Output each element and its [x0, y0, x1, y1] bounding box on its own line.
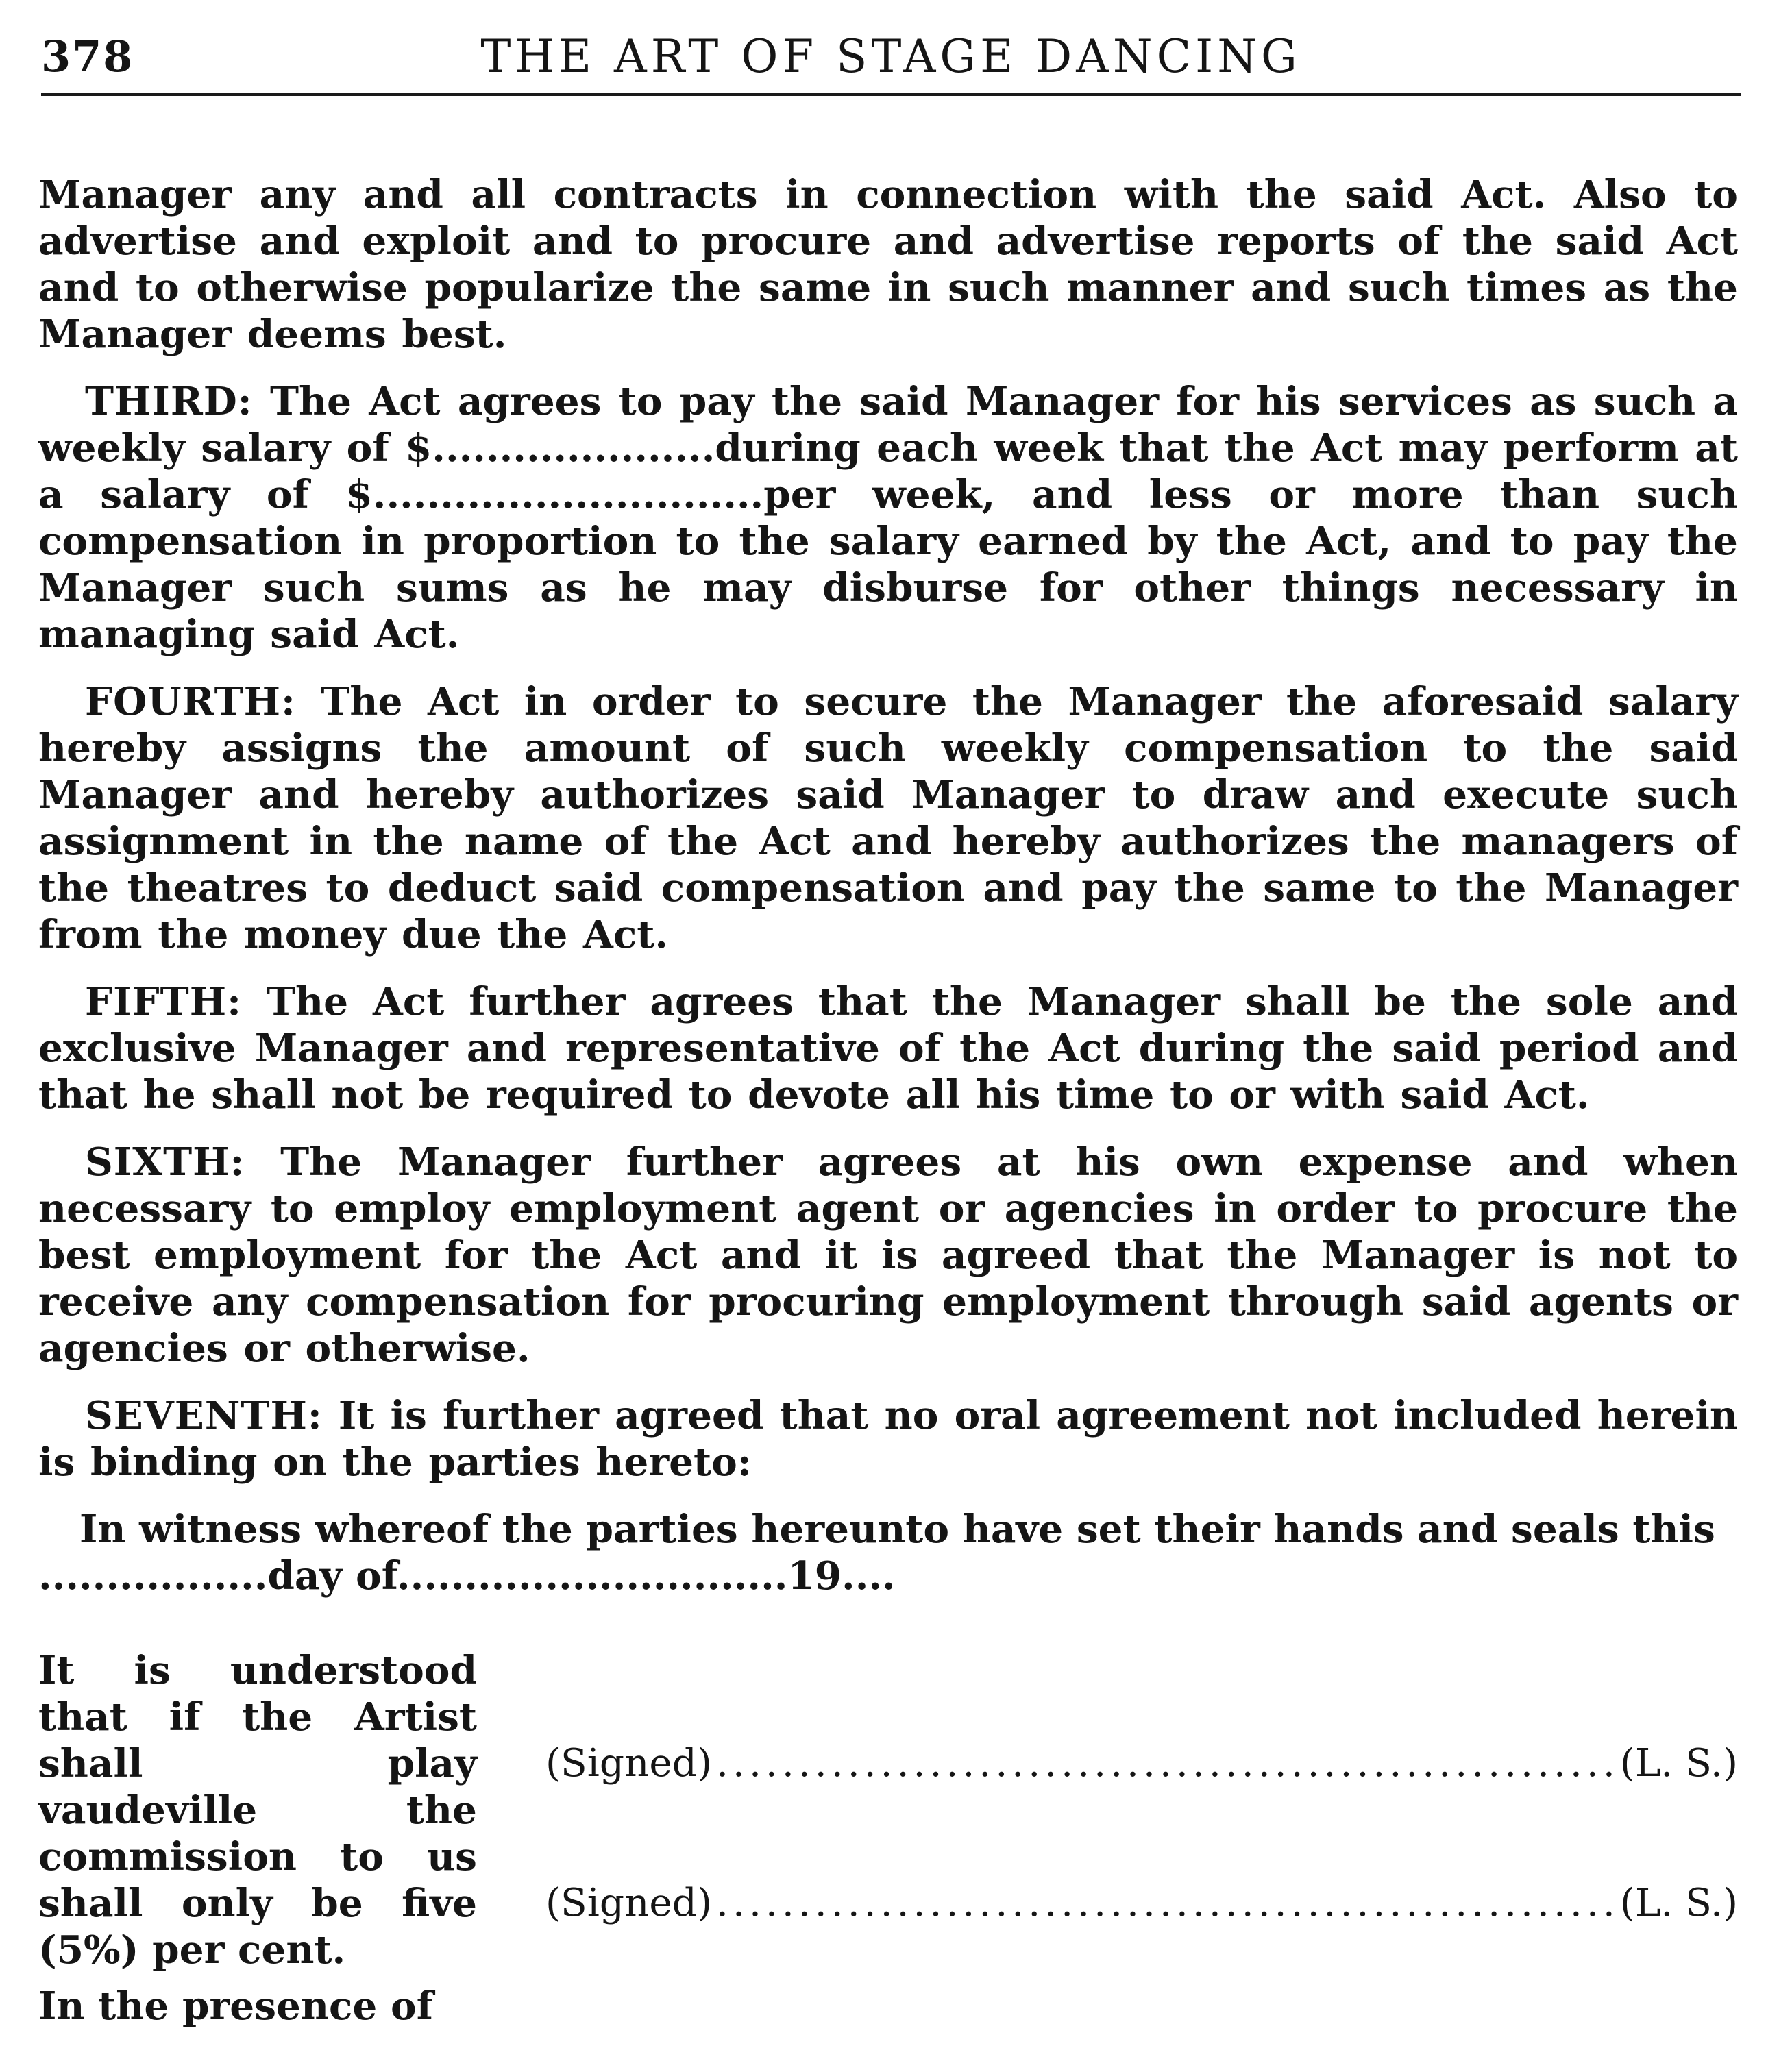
contract-body [38, 171, 1738, 2031]
clause-text: The Act in order to secure the Manager the aforesaid salary hereby assigns the amount of such weekly compensation to the said Manager and hereby authorizes said Manager to draw and execute such assignment in the name of the Act and hereby authorizes the managers of the theatres to deduct said compensation and pay the same to the Manager from the money due the Act. [38, 679, 1739, 957]
signature-block [38, 1647, 1738, 2031]
signature-dotted-line [716, 1740, 1616, 1787]
signature-label: (Signed) [545, 1741, 713, 1786]
signature-seal: (L. S.) [1619, 1741, 1738, 1786]
presence-label: In the presence of [38, 1984, 434, 2029]
clause-sixth [38, 1139, 1738, 1372]
paragraph-text: Manager any and all contracts in connection with the said Act. Also to advertise and exploit and to procure and advertise reports of the said Act and to otherwise popularize the same in such manner and such times as the Manager deems best. [38, 172, 1738, 357]
witness-date-line: .................day of.............................19.... [38, 1553, 896, 1599]
signature-line [545, 1740, 1738, 1787]
clause-label: SIXTH: [85, 1139, 245, 1185]
clause-label: THIRD: [85, 379, 253, 424]
signature-seal: (L. S.) [1619, 1881, 1738, 1925]
signature-label: (Signed) [545, 1881, 713, 1925]
clause-third [38, 378, 1738, 658]
clause-text: It is further agreed that no oral agreement not included herein is binding on the parties hereto: [38, 1393, 1738, 1485]
signature-line [545, 1880, 1738, 1927]
clause-text: The Act further agrees that the Manager shall be the sole and exclusive Manager and representative of the Act during the said period and that he shall not be required to devote all his time to or with said Act. [38, 979, 1739, 1118]
clause-seventh [38, 1392, 1738, 1485]
clause-fifth [38, 978, 1738, 1118]
clause-label: SEVENTH: [85, 1393, 323, 1438]
commission-note: It is understood that if the Artist shall play vaudeville the commission to us shall only be five (5%) per cent. [38, 1648, 477, 1973]
clause-fourth [38, 678, 1738, 958]
clause-text: The Manager further agrees at his own expense and when necessary to employ employment agent or agencies in order to procure the best employment for the Act and it is agreed that the Manager is not to receive any compensation for procuring employment through said agents or agencies or otherwise. [38, 1139, 1738, 1371]
paragraph-continuation [38, 171, 1738, 358]
running-head [41, 27, 1741, 96]
signature-dotted-line [716, 1880, 1616, 1927]
book-title: THE ART OF STAGE DANCING [480, 30, 1301, 83]
clause-label: FIFTH: [85, 979, 242, 1024]
clause-label: FOURTH: [85, 679, 296, 724]
clause-text: The Act agrees to pay the said Manager for his services as such a weekly salary of $.....................during each week that the Act may perform at a salary of $.............................per week, and less or more than such compensation in proportion to the salary earned by the Act, and to pay the Manager such sums as he may disburse for other things necessary in managing said Act. [38, 379, 1739, 657]
witness-clause: In witness whereof the parties hereunto have set their hands and seals this [79, 1507, 1715, 1552]
page-number: 378 [41, 32, 134, 82]
